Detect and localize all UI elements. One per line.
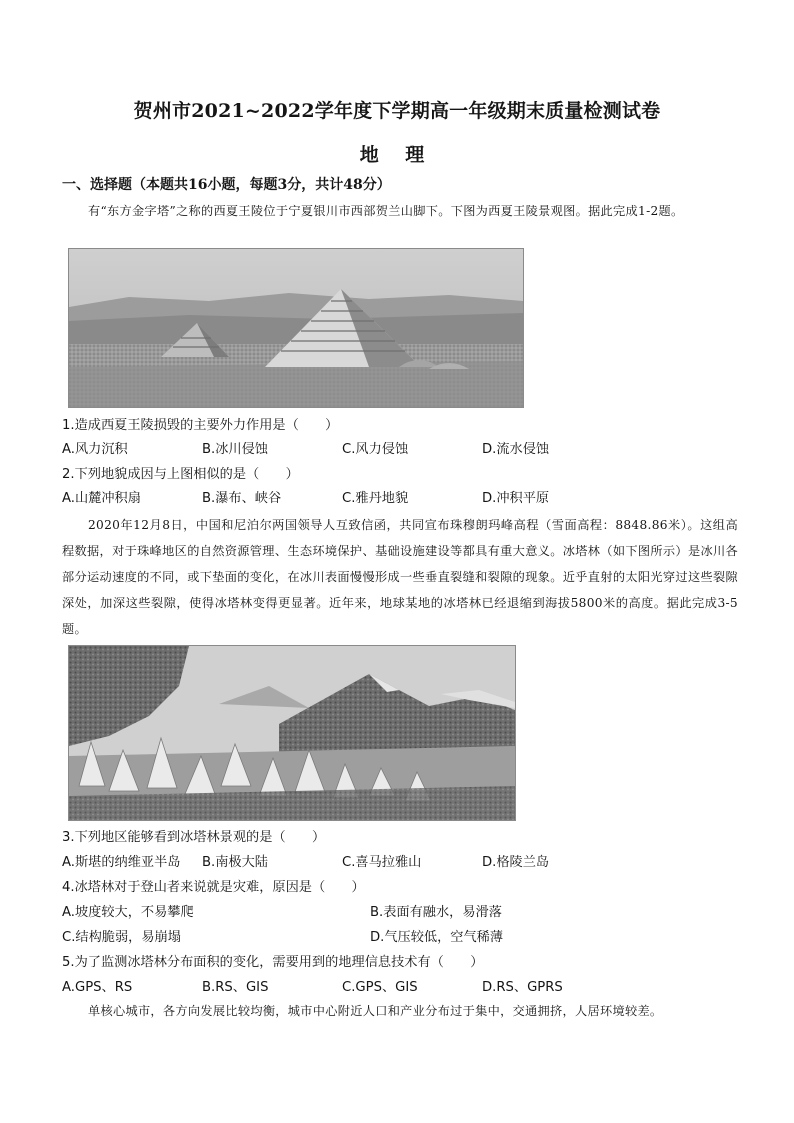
q5-option-b[interactable]: B.RS、GIS	[202, 980, 269, 995]
ice-tower-forest-illustration	[69, 646, 515, 820]
q4-option-b[interactable]: B.表面有融水，易滑落	[370, 905, 502, 920]
question-3-options	[62, 851, 742, 873]
q5-option-d[interactable]: D.RS、GPRS	[482, 980, 563, 995]
question-4-options-row1	[62, 901, 742, 923]
q1-option-d[interactable]: D.流水侵蚀	[482, 442, 550, 457]
q4-option-a[interactable]: A.坡度较大，不易攀爬	[62, 905, 194, 920]
question-5: 5.为了监测冰塔林分布面积的变化，需要用到的地理信息技术有（ ）	[62, 955, 484, 970]
q5-option-c[interactable]: C.GPS、GIS	[342, 980, 418, 995]
q2-option-c[interactable]: C.雅丹地貌	[342, 491, 409, 506]
passage-1: 有“东方金字塔”之称的西夏王陵位于宁夏银川市西部贺兰山脚下。下图为西夏王陵景观图。据此完成1-2题。	[88, 204, 684, 218]
question-2-options	[62, 487, 742, 509]
xixia-tombs-illustration	[69, 249, 523, 407]
q3-option-b[interactable]: B.南极大陆	[202, 855, 268, 870]
q1-option-a[interactable]: A.风力沉积	[62, 442, 128, 457]
q4-option-c[interactable]: C.结构脆弱，易崩塌	[62, 930, 181, 945]
q5-option-a[interactable]: A.GPS、RS	[62, 980, 133, 995]
ice-tower-forest-photo	[68, 645, 516, 821]
passage-2: 2020年12月8日，中国和尼泊尔两国领导人互致信函，共同宣布珠穆朗玛峰高程（雪面高程：8848.86米）。这组高程数据，对于珠峰地区的自然资源管理、生态环境保护、基础设施建设等都具有重大意义。冰塔林（如下图所示）是冰川各部分运动速度的不同，或下垫面的变化，在冰川表面慢慢形成一些垂直裂缝和裂隙的现象。近乎直射的太阳光穿过这些裂隙深处，加深这些裂隙，使得冰塔林变得更显著。近年来，地球某地的冰塔林已经退缩到海拔5800米的高度。据此完成3-5题。	[62, 518, 738, 636]
question-3: 3.下列地区能够看到冰塔林景观的是（ ）	[62, 830, 326, 845]
subject-title: 地 理	[359, 144, 435, 166]
q1-option-b[interactable]: B.冰川侵蚀	[202, 442, 268, 457]
q4-option-d[interactable]: D.气压较低，空气稀薄	[370, 930, 504, 945]
xixia-tombs-photo	[68, 248, 524, 408]
question-2: 2.下列地貌成因与上图相似的是（ ）	[62, 467, 299, 482]
section-heading: 一、选择题（本题共16小题，每题3分，共计48分）	[62, 177, 391, 193]
q2-option-a[interactable]: A.山麓冲积扇	[62, 491, 141, 506]
question-1: 1.造成西夏王陵损毁的主要外力作用是（ ）	[62, 418, 339, 433]
passage-3: 单核心城市，各方向发展比较均衡，城市中心附近人口和产业分布过于集中，交通拥挤，人居环境较差。	[88, 1004, 663, 1018]
q3-option-a[interactable]: A.斯堪的纳维亚半岛	[62, 855, 181, 870]
q3-option-c[interactable]: C.喜马拉雅山	[342, 855, 422, 870]
q2-option-d[interactable]: D.冲积平原	[482, 491, 550, 506]
question-1-options	[62, 438, 742, 460]
q2-option-b[interactable]: B.瀑布、峡谷	[202, 491, 282, 506]
question-4: 4.冰塔林对于登山者来说就是灾难，原因是（ ）	[62, 880, 365, 895]
q1-option-c[interactable]: C.风力侵蚀	[342, 442, 409, 457]
q3-option-d[interactable]: D.格陵兰岛	[482, 855, 550, 870]
page-title: 贺州市2021~2022学年度下学期高一年级期末质量检测试卷	[133, 100, 661, 122]
question-4-options-row2	[62, 926, 742, 948]
question-5-options	[62, 976, 742, 998]
